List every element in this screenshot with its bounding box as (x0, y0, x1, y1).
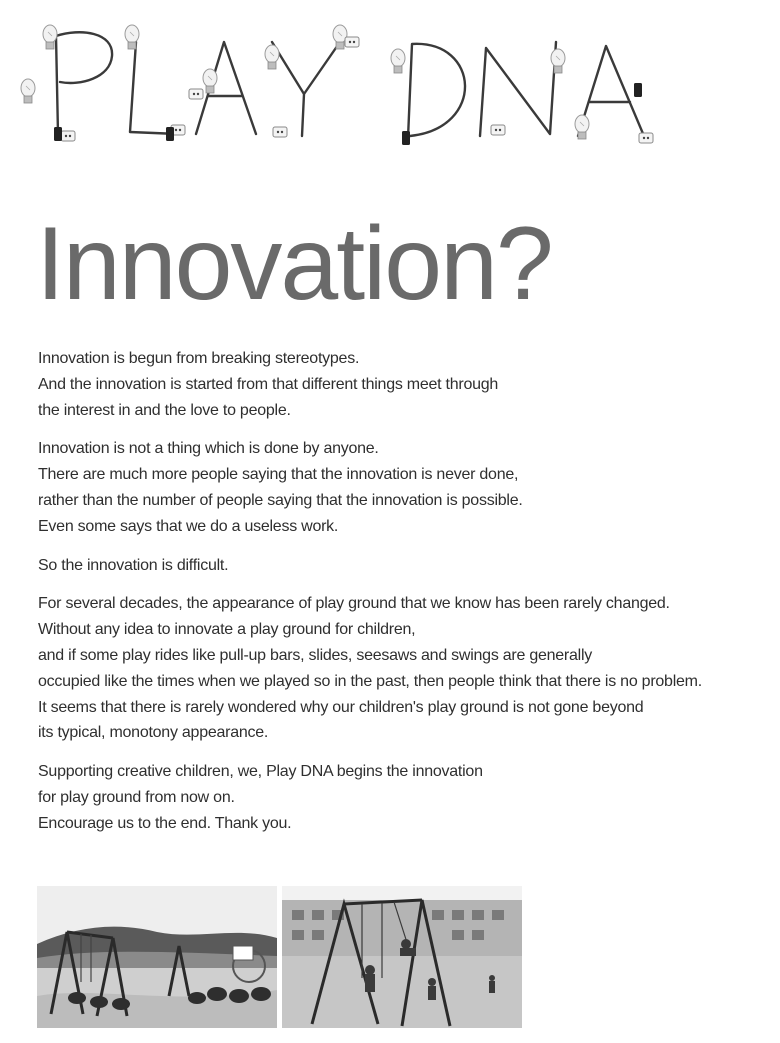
text-line: Supporting creative children, we, Play DNA begins the innovation (38, 763, 483, 781)
children-swings-image-icon (282, 886, 522, 1028)
text-line: And the innovation is started from that different things meet through (38, 375, 499, 393)
paragraph (38, 591, 768, 746)
paragraph (38, 553, 768, 579)
playground-swings-image-icon (37, 886, 277, 1028)
text-line: for play ground from now on. (38, 788, 235, 806)
text-line: For several decades, the appearance of play ground that we know has been rarely changed. (38, 595, 670, 613)
lightbulb-cable-lettering-icon (10, 12, 660, 152)
text-line: It seems that there is rarely wondered why our children's play ground is not gone beyond (38, 698, 644, 716)
text-line: rather than the number of people saying that the innovation is possible. (38, 491, 523, 509)
text-line: So the innovation is difficult. (38, 556, 229, 574)
text-line: Innovation is begun from breaking stereotypes. (38, 350, 360, 367)
text-line: Encourage us to the end. Thank you. (38, 814, 292, 832)
text-line: and if some play rides like pull-up bars, slides, seesaws and swings are generally (38, 646, 593, 664)
text-line: occupied like the times when we played so in the past, then people think that there is no problem. (38, 672, 702, 690)
playground-photo-2 (282, 886, 522, 1028)
paragraph (38, 346, 768, 423)
paragraph (38, 759, 768, 836)
text-line: There are much more people saying that the innovation is never done, (38, 466, 519, 484)
body-text (38, 346, 768, 850)
page-headline: Innovation? (36, 206, 552, 322)
play-dna-logo (10, 12, 660, 152)
text-line: Innovation is not a thing which is done by anyone. (38, 440, 379, 458)
paragraph (38, 436, 768, 539)
text-line: Without any idea to innovate a play ground for children, (38, 621, 416, 639)
text-line: the interest in and the love to people. (38, 401, 291, 419)
text-line: Even some says that we do a useless work. (38, 517, 339, 535)
playground-photo-1 (37, 886, 277, 1028)
text-line: its typical, monotony appearance. (38, 724, 269, 742)
